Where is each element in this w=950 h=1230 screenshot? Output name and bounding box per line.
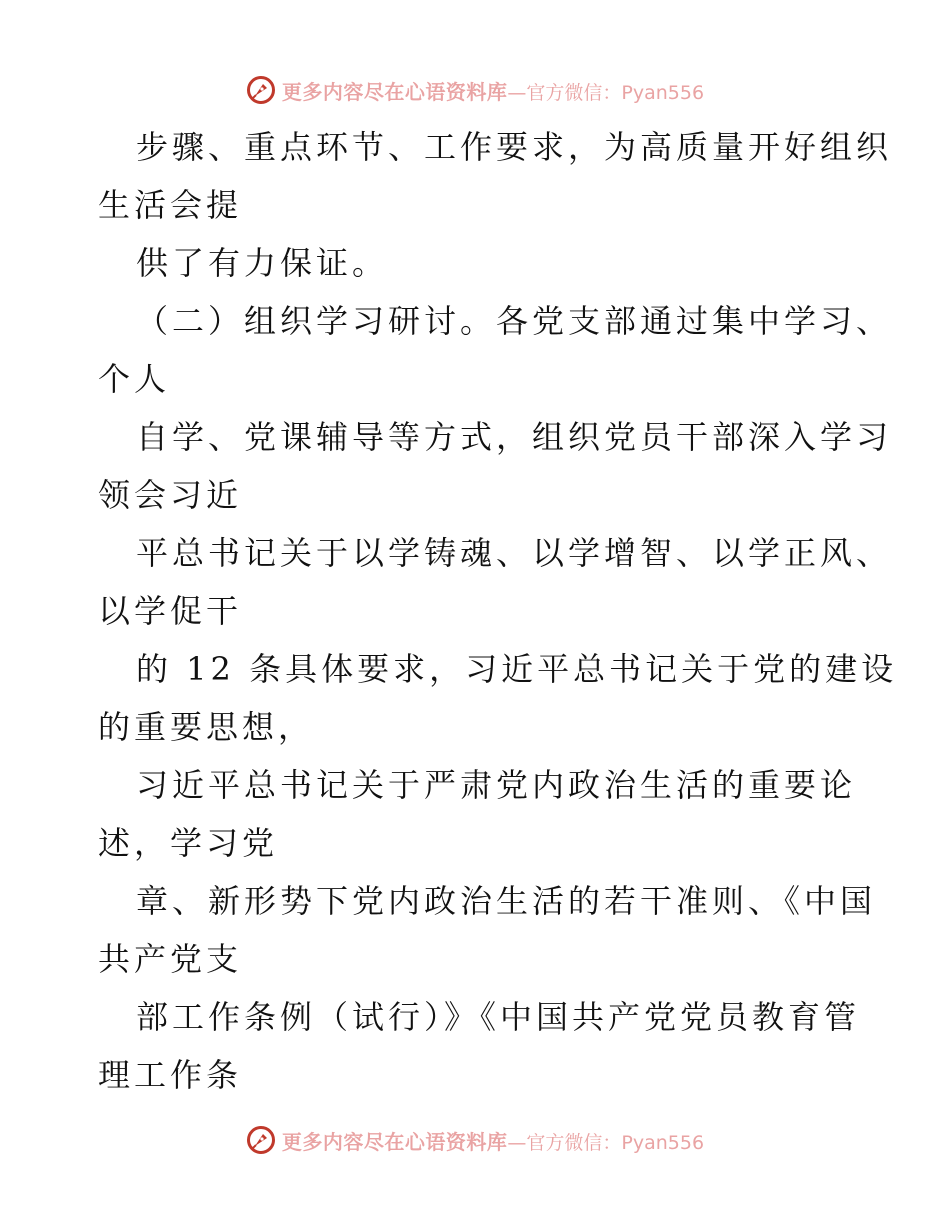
header-watermark-text: 更多内容尽在心语资料库 xyxy=(281,79,508,104)
body-line-5: 个人 xyxy=(98,360,171,398)
body-line-11: 的重要思想， xyxy=(98,708,315,746)
body-line-14: 章、新形势下党内政治生活的若干准则、《中国 xyxy=(136,882,877,920)
pen-nib-circle-icon xyxy=(246,75,276,105)
body-line-12: 习近平总书记关于严肃党内政治生活的重要论 xyxy=(136,766,857,804)
body-line-6: 自学、党课辅导等方式，组织党员干部深入学习 xyxy=(136,418,893,456)
body-line-15: 共产党支 xyxy=(98,940,243,978)
body-line-1: 步骤、重点环节、工作要求，为高质量开好组织 xyxy=(136,128,893,166)
body-line-16: 部工作条例（试行）》《中国共产党党员教育管 xyxy=(136,998,861,1036)
footer-watermark xyxy=(0,1120,950,1160)
pen-nib-circle-icon xyxy=(246,1125,276,1155)
footer-watermark-wechat: —官方微信：Pyan556 xyxy=(507,1131,705,1154)
body-line-3: 供了有力保证。 xyxy=(136,244,389,282)
body-line-9: 以学促干 xyxy=(98,592,243,630)
header-watermark-wechat: —官方微信：Pyan556 xyxy=(507,81,705,104)
header-watermark xyxy=(0,70,950,110)
body-line-2: 生活会提 xyxy=(98,186,243,224)
footer-watermark-text: 更多内容尽在心语资料库 xyxy=(281,1129,508,1154)
body-line-4: （二）组织学习研讨。各党支部通过集中学习、 xyxy=(136,302,893,340)
body-line-10: 的 12 条具体要求，习近平总书记关于党的建设 xyxy=(136,650,898,688)
body-line-7: 领会习近 xyxy=(98,476,243,514)
body-line-17: 理工作条 xyxy=(98,1056,243,1094)
document-body xyxy=(98,118,898,1104)
body-line-8: 平总书记关于以学铸魂、以学增智、以学正风、 xyxy=(136,534,893,572)
body-line-13: 述，学习党 xyxy=(98,824,279,862)
